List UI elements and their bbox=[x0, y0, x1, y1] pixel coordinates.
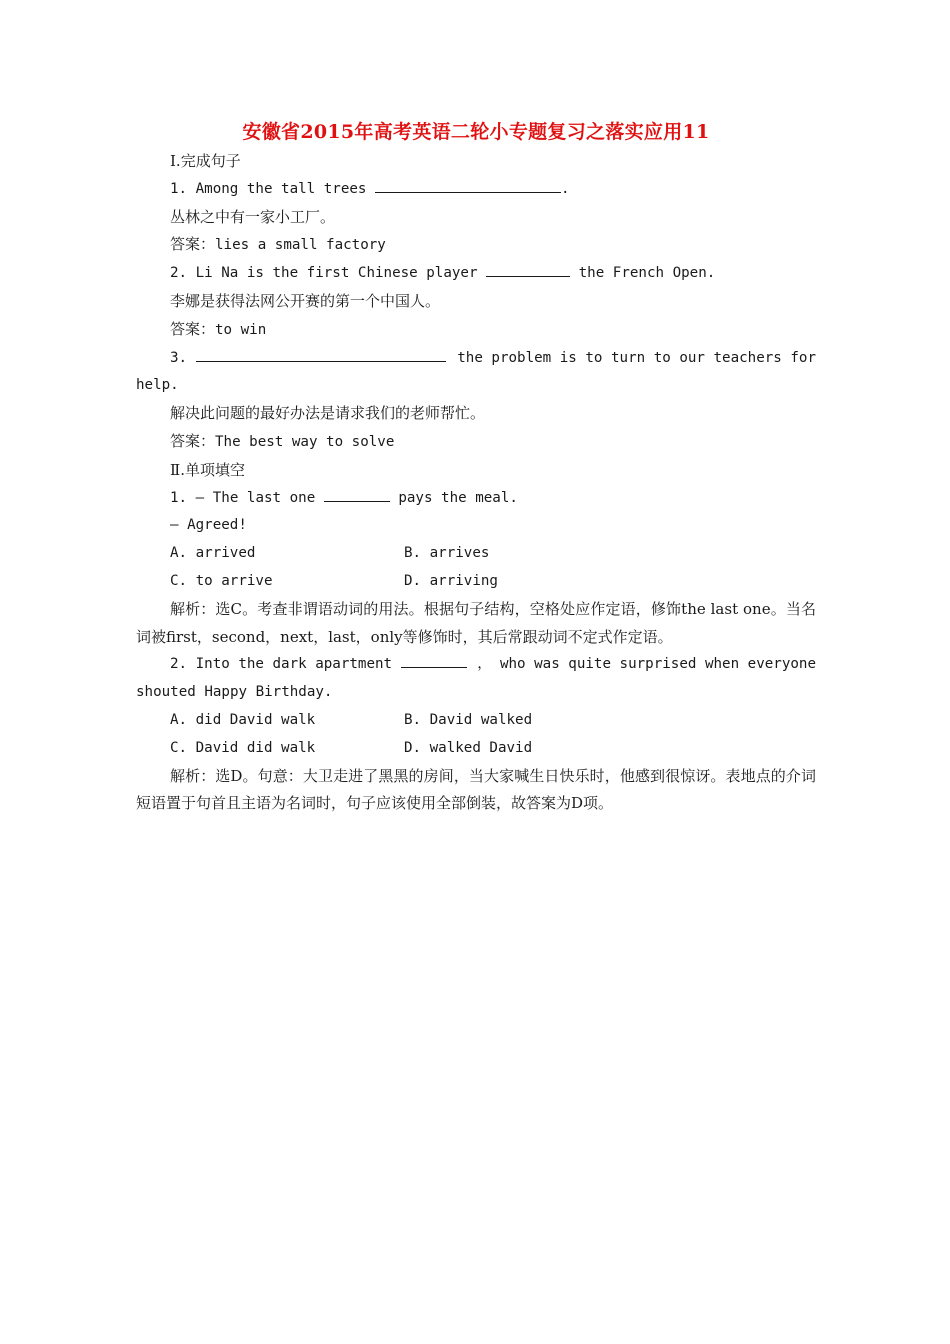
question-number: 1. bbox=[170, 489, 188, 506]
analysis-2-1: 解析：选C。考查非谓语动词的用法。根据句子结构，空格处应作定语，修饰the last one。当名词被first，second，next，last，only等修饰时，其后常跟动词不定式作定语。 bbox=[136, 599, 816, 646]
answer-1-1 bbox=[136, 231, 816, 260]
question-text-end: pays the meal. bbox=[398, 489, 518, 506]
question-text-end: the French Open. bbox=[578, 265, 716, 282]
answer-1-3 bbox=[136, 428, 816, 457]
dialogue-reply: — Agreed! bbox=[170, 517, 247, 534]
answer-label: 答案： bbox=[170, 235, 216, 254]
options-row-cd bbox=[136, 568, 816, 596]
question-number: 2. bbox=[170, 265, 188, 282]
document-title: 安徽省2015年高考英语二轮小专题复习之落实应用11 bbox=[242, 121, 710, 143]
question-1-2 bbox=[136, 260, 816, 288]
question-lead bbox=[170, 345, 446, 373]
analysis-2-2: 解析：选D。句意：大卫走进了黑黑的房间，当大家喊生日快乐时，他感到很惊讶。表地点的介词短语置于句首且主语为名词时，句子应该使用全部倒装，故答案为D项。 bbox=[136, 766, 816, 813]
option-c: C. to arrive bbox=[170, 572, 273, 589]
answer-text: to win bbox=[215, 321, 267, 338]
options-row-ab bbox=[136, 540, 816, 568]
answer-blank bbox=[401, 653, 467, 668]
question-2-2-continued: shouted Happy Birthday. bbox=[136, 684, 333, 701]
question-number: 3. bbox=[170, 349, 188, 366]
answer-blank bbox=[196, 347, 446, 362]
option-b: B. David walked bbox=[404, 711, 533, 728]
section-heading-2: Ⅱ.单项填空 bbox=[170, 460, 245, 479]
answer-blank bbox=[375, 178, 561, 193]
option-a: A. arrived bbox=[170, 545, 256, 562]
question-text: The last one bbox=[212, 489, 316, 506]
option-d: D. walked David bbox=[404, 739, 533, 756]
question-lead bbox=[170, 651, 467, 679]
question-text: Li Na is the first Chinese player bbox=[195, 265, 478, 282]
translation-1-1: 丛林之中有一家小工厂。 bbox=[170, 207, 336, 226]
question-text-end: ， who was quite surprised when everyone bbox=[477, 656, 816, 673]
question-2-1 bbox=[136, 485, 816, 513]
option-b: B. arrives bbox=[404, 545, 490, 562]
section-heading-1: Ⅰ.完成句子 bbox=[170, 152, 241, 170]
answer-label: 答案： bbox=[170, 319, 216, 338]
options-row-ab bbox=[136, 707, 816, 735]
options-row-cd bbox=[136, 735, 816, 763]
translation-1-2: 李娜是获得法网公开赛的第一个中国人。 bbox=[170, 291, 441, 310]
document-page bbox=[136, 118, 816, 818]
answer-text: The best way to solve bbox=[215, 433, 395, 450]
question-number: 1. bbox=[170, 180, 188, 197]
option-c: C. David did walk bbox=[170, 739, 316, 756]
translation-1-3: 解决此问题的最好办法是请求我们的老师帮忙。 bbox=[170, 404, 486, 423]
answer-blank bbox=[486, 262, 570, 277]
dialogue-dash: — bbox=[195, 489, 205, 506]
question-1-1 bbox=[136, 176, 816, 204]
question-number: 2. bbox=[170, 656, 188, 673]
option-a: A. did David walk bbox=[170, 711, 316, 728]
question-text-end: . bbox=[561, 180, 570, 197]
question-1-3-continued: help. bbox=[136, 377, 179, 394]
option-d: D. arriving bbox=[404, 572, 498, 589]
question-text-end: the problem is to turn to our teachers for bbox=[457, 349, 816, 366]
question-2-2 bbox=[136, 651, 816, 679]
answer-1-2 bbox=[136, 316, 816, 345]
question-1-3 bbox=[136, 345, 816, 373]
answer-text: lies a small factory bbox=[215, 237, 386, 254]
answer-blank bbox=[324, 487, 390, 502]
answer-label: 答案： bbox=[170, 431, 216, 450]
question-text: Among the tall trees bbox=[195, 180, 367, 197]
question-text: Into the dark apartment bbox=[195, 656, 393, 673]
